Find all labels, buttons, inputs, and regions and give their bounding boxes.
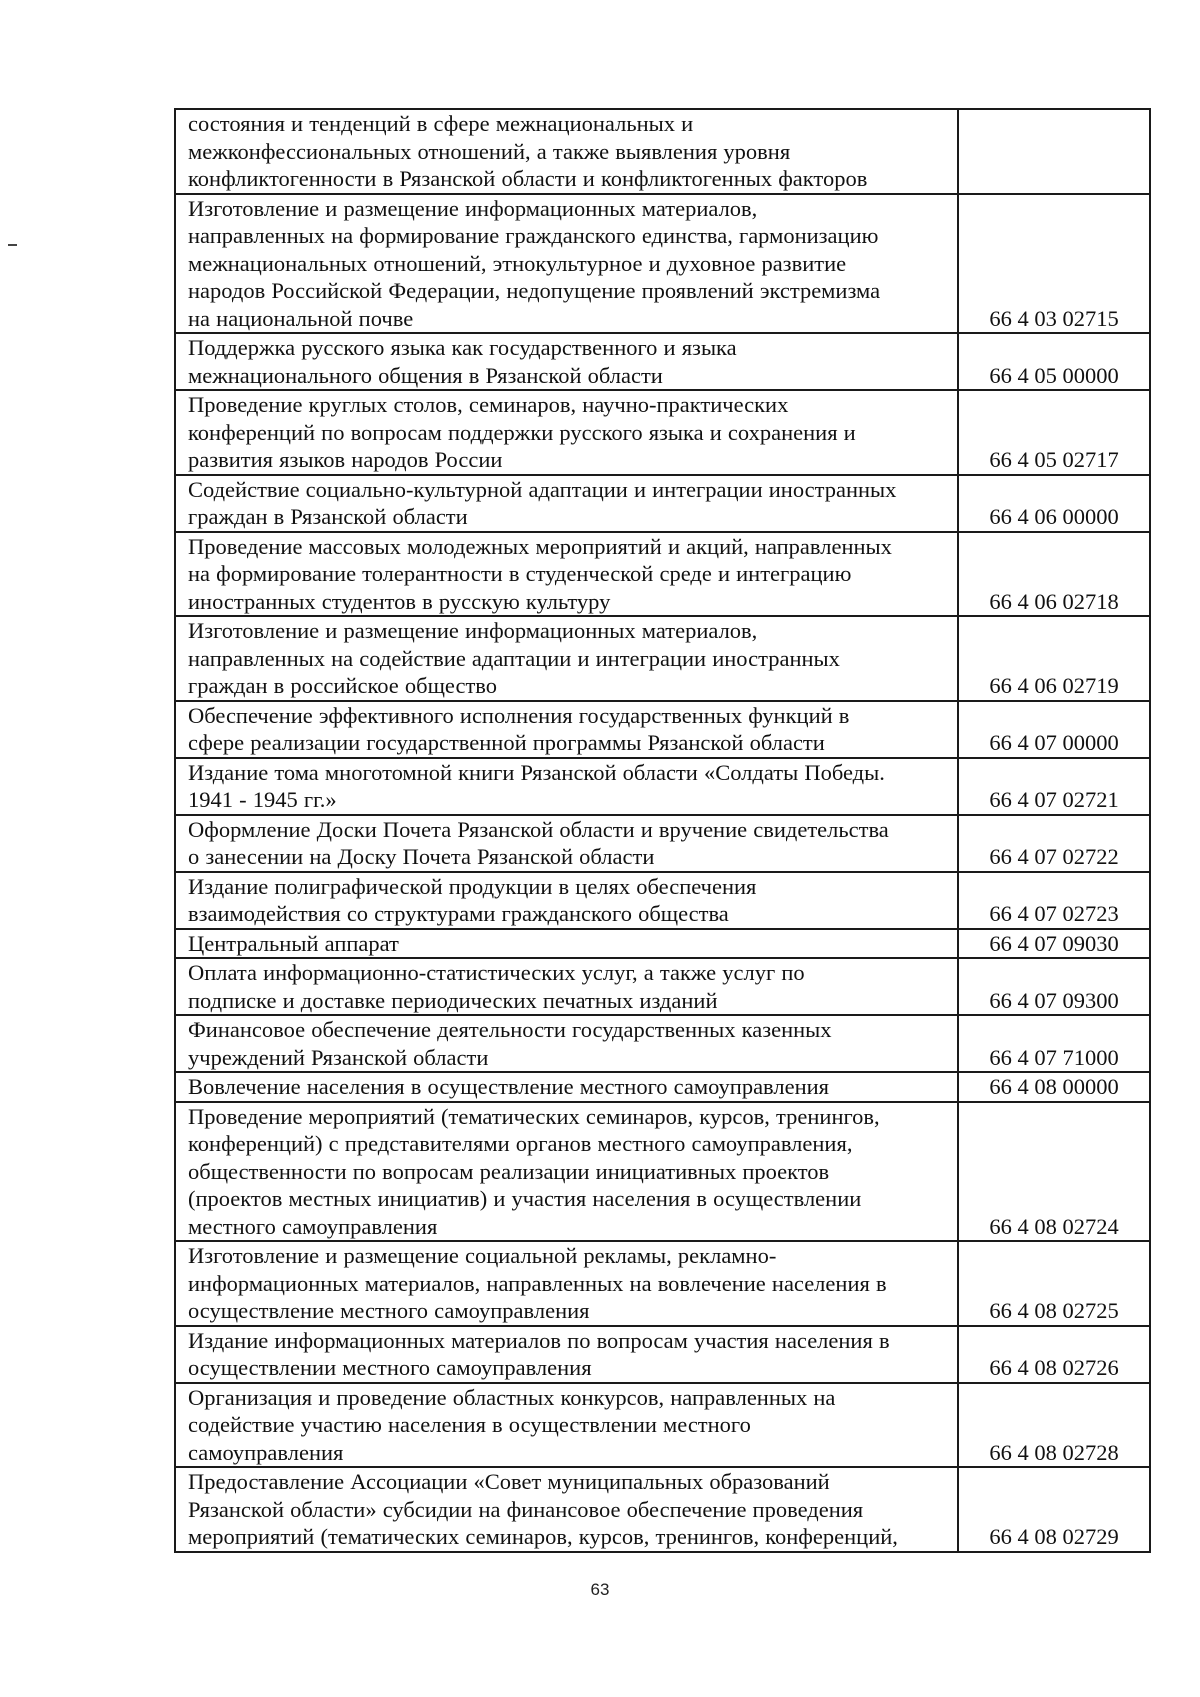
item-name-cell [175,701,958,758]
classification-code-cell: 66 4 03 02715 [958,194,1150,334]
item-name-cell [175,1326,958,1383]
item-name-line: сфере реализации государственной программы Рязанской области [188,730,825,755]
item-name-cell [175,194,958,334]
item-name-cell [175,1241,958,1326]
item-name-line: Проведение массовых молодежных мероприятий и акций, направленных [188,533,892,559]
item-name-line: о занесении на Доску Почета Рязанской области [188,844,655,869]
item-name-line: учреждений Рязанской области [188,1044,489,1070]
item-name-line: взаимодействия со структурами гражданского общества [188,901,729,926]
classification-code-cell: 66 4 07 02722 [958,815,1150,872]
classification-code-cell: 66 4 08 02724 [958,1102,1150,1242]
item-name-line: на национальной почве [188,305,414,331]
table-row [175,1015,1150,1072]
item-name-cell [175,390,958,475]
item-name-line: конференций по вопросам поддержки русского языка и сохранения и [188,419,856,445]
item-name-cell [175,929,958,959]
budget-classification-table [174,108,1151,1553]
table-row [175,475,1150,532]
item-name-line: Вовлечение населения в осуществление местного самоуправления [188,1074,830,1099]
table-row [175,390,1150,475]
table-row [175,333,1150,390]
table-row [175,758,1150,815]
item-name-line: содействие участию населения в осуществлении местного [188,1412,751,1437]
item-name-cell [175,532,958,617]
item-name-line: (проектов местных инициатив) и участия населения в осуществлении [188,1186,862,1211]
item-name-line: Организация и проведение областных конкурсов, направленных на [188,1384,836,1410]
table-row [175,701,1150,758]
item-name-line: Изготовление и размещение информационных материалов, [188,618,758,643]
classification-code-cell: 66 4 07 09300 [958,958,1150,1015]
item-name-line: Изготовление и размещение социальной рекламы, рекламно- [188,1243,777,1268]
item-name-cell [175,1102,958,1242]
item-name-cell [175,872,958,929]
item-name-line: Центральный аппарат [188,930,399,956]
table-row [175,929,1150,959]
item-name-line: общественности по вопросам реализации инициативных проектов [188,1158,830,1184]
item-name-line: Обеспечение эффективного исполнения государственных функций в [188,702,850,728]
item-name-cell [175,109,958,194]
item-name-cell [175,475,958,532]
classification-code-cell: 66 4 08 02726 [958,1326,1150,1383]
table-row [175,1467,1150,1552]
item-name-line: конфликтогенности в Рязанской области и конфликтогенных факторов [188,166,868,191]
table-row [175,532,1150,617]
table-row [175,616,1150,701]
item-name-line: Содействие социально-культурной адаптации и интеграции иностранных [188,476,897,502]
item-name-cell [175,815,958,872]
item-name-line: подписке и доставке периодических печатных изданий [188,987,718,1013]
table-row [175,1241,1150,1326]
item-name-cell [175,1383,958,1468]
item-name-line: межнационального общения в Рязанской области [188,362,663,388]
item-name-line: информационных материалов, направленных на вовлечение населения в [188,1270,887,1296]
table-row [175,815,1150,872]
item-name-line: Оформление Доски Почета Рязанской области и вручение свидетельства [188,816,889,842]
classification-code-cell: 66 4 07 02723 [958,872,1150,929]
item-name-line: Издание полиграфической продукции в целях обеспечения [188,873,757,899]
table-body [175,109,1150,1552]
classification-code-cell: 66 4 07 02721 [958,758,1150,815]
item-name-line: Проведение круглых столов, семинаров, научно-практических [188,392,789,417]
classification-code-cell: 66 4 07 00000 [958,701,1150,758]
item-name-cell [175,616,958,701]
classification-code-cell: 66 4 06 00000 [958,475,1150,532]
classification-code-cell: 66 4 05 02717 [958,390,1150,475]
item-name-line: граждан в Рязанской области [188,504,468,529]
item-name-line: граждан в российское общество [188,673,497,698]
page-number: 63 [590,1580,610,1599]
item-name-cell [175,758,958,815]
item-name-line: осуществление местного самоуправления [188,1298,590,1323]
classification-code-cell: 66 4 07 09030 [958,929,1150,959]
item-name-line: мероприятий (тематических семинаров, курсов, тренингов, конференций, [188,1524,898,1549]
table-row [175,872,1150,929]
classification-code-cell: 66 4 06 02718 [958,532,1150,617]
item-name-cell [175,1015,958,1072]
classification-code-cell: 66 4 07 71000 [958,1015,1150,1072]
classification-code-cell: 66 4 08 02729 [958,1467,1150,1552]
item-name-cell [175,958,958,1015]
item-name-line: направленных на содействие адаптации и интеграции иностранных [188,645,840,671]
item-name-line: межконфессиональных отношений, а также выявления уровня [188,138,791,164]
item-name-line: направленных на формирование гражданского единства, гармонизацию [188,223,879,248]
table-row [175,1326,1150,1383]
item-name-line: Рязанской области» субсидии на финансовое обеспечение проведения [188,1496,864,1522]
item-name-line: Издание информационных материалов по вопросам участия населения в [188,1327,890,1353]
table-row [175,194,1150,334]
item-name-line: местного самоуправления [188,1213,438,1239]
table-row [175,109,1150,194]
item-name-line: народов Российской Федерации, недопущение проявлений экстремизма [188,278,881,303]
item-name-line: Изготовление и размещение информационных материалов, [188,195,758,221]
table-row [175,958,1150,1015]
item-name-cell [175,1467,958,1552]
classification-code-cell: 66 4 06 02719 [958,616,1150,701]
table-row [175,1072,1150,1102]
item-name-line: конференций) с представителями органов местного самоуправления, [188,1131,853,1156]
classification-code-cell [958,109,1150,194]
item-name-cell [175,1072,958,1102]
item-name-line: на формирование толерантности в студенческой среде и интеграцию [188,561,852,586]
item-name-line: Издание тома многотомной книги Рязанской области «Солдаты Победы. [188,759,885,785]
item-name-line: развития языков народов России [188,447,503,472]
classification-code-cell: 66 4 08 00000 [958,1072,1150,1102]
item-name-line: Поддержка русского языка как государственного и языка [188,335,737,360]
item-name-line: самоуправления [188,1439,344,1465]
item-name-line: Проведение мероприятий (тематических семинаров, курсов, тренингов, [188,1103,880,1129]
classification-code-cell: 66 4 08 02728 [958,1383,1150,1468]
item-name-line: Предоставление Ассоциации «Совет муниципальных образований [188,1469,830,1494]
classification-code-cell: 66 4 08 02725 [958,1241,1150,1326]
item-name-line: Финансовое обеспечение деятельности государственных казенных [188,1017,832,1042]
table-row [175,1383,1150,1468]
item-name-line: 1941 - 1945 гг.» [188,787,337,812]
item-name-line: осуществлении местного самоуправления [188,1355,592,1380]
item-name-line: межнациональных отношений, этнокультурное и духовное развитие [188,250,847,276]
item-name-line: состояния и тенденций в сфере межнациональных и [188,111,694,136]
item-name-cell [175,333,958,390]
item-name-line: иностранных студентов в русскую культуру [188,588,611,614]
margin-mark [8,244,17,246]
table-row [175,1102,1150,1242]
item-name-line: Оплата информационно-статистических услуг, а также услуг по [188,960,805,985]
classification-code-cell: 66 4 05 00000 [958,333,1150,390]
